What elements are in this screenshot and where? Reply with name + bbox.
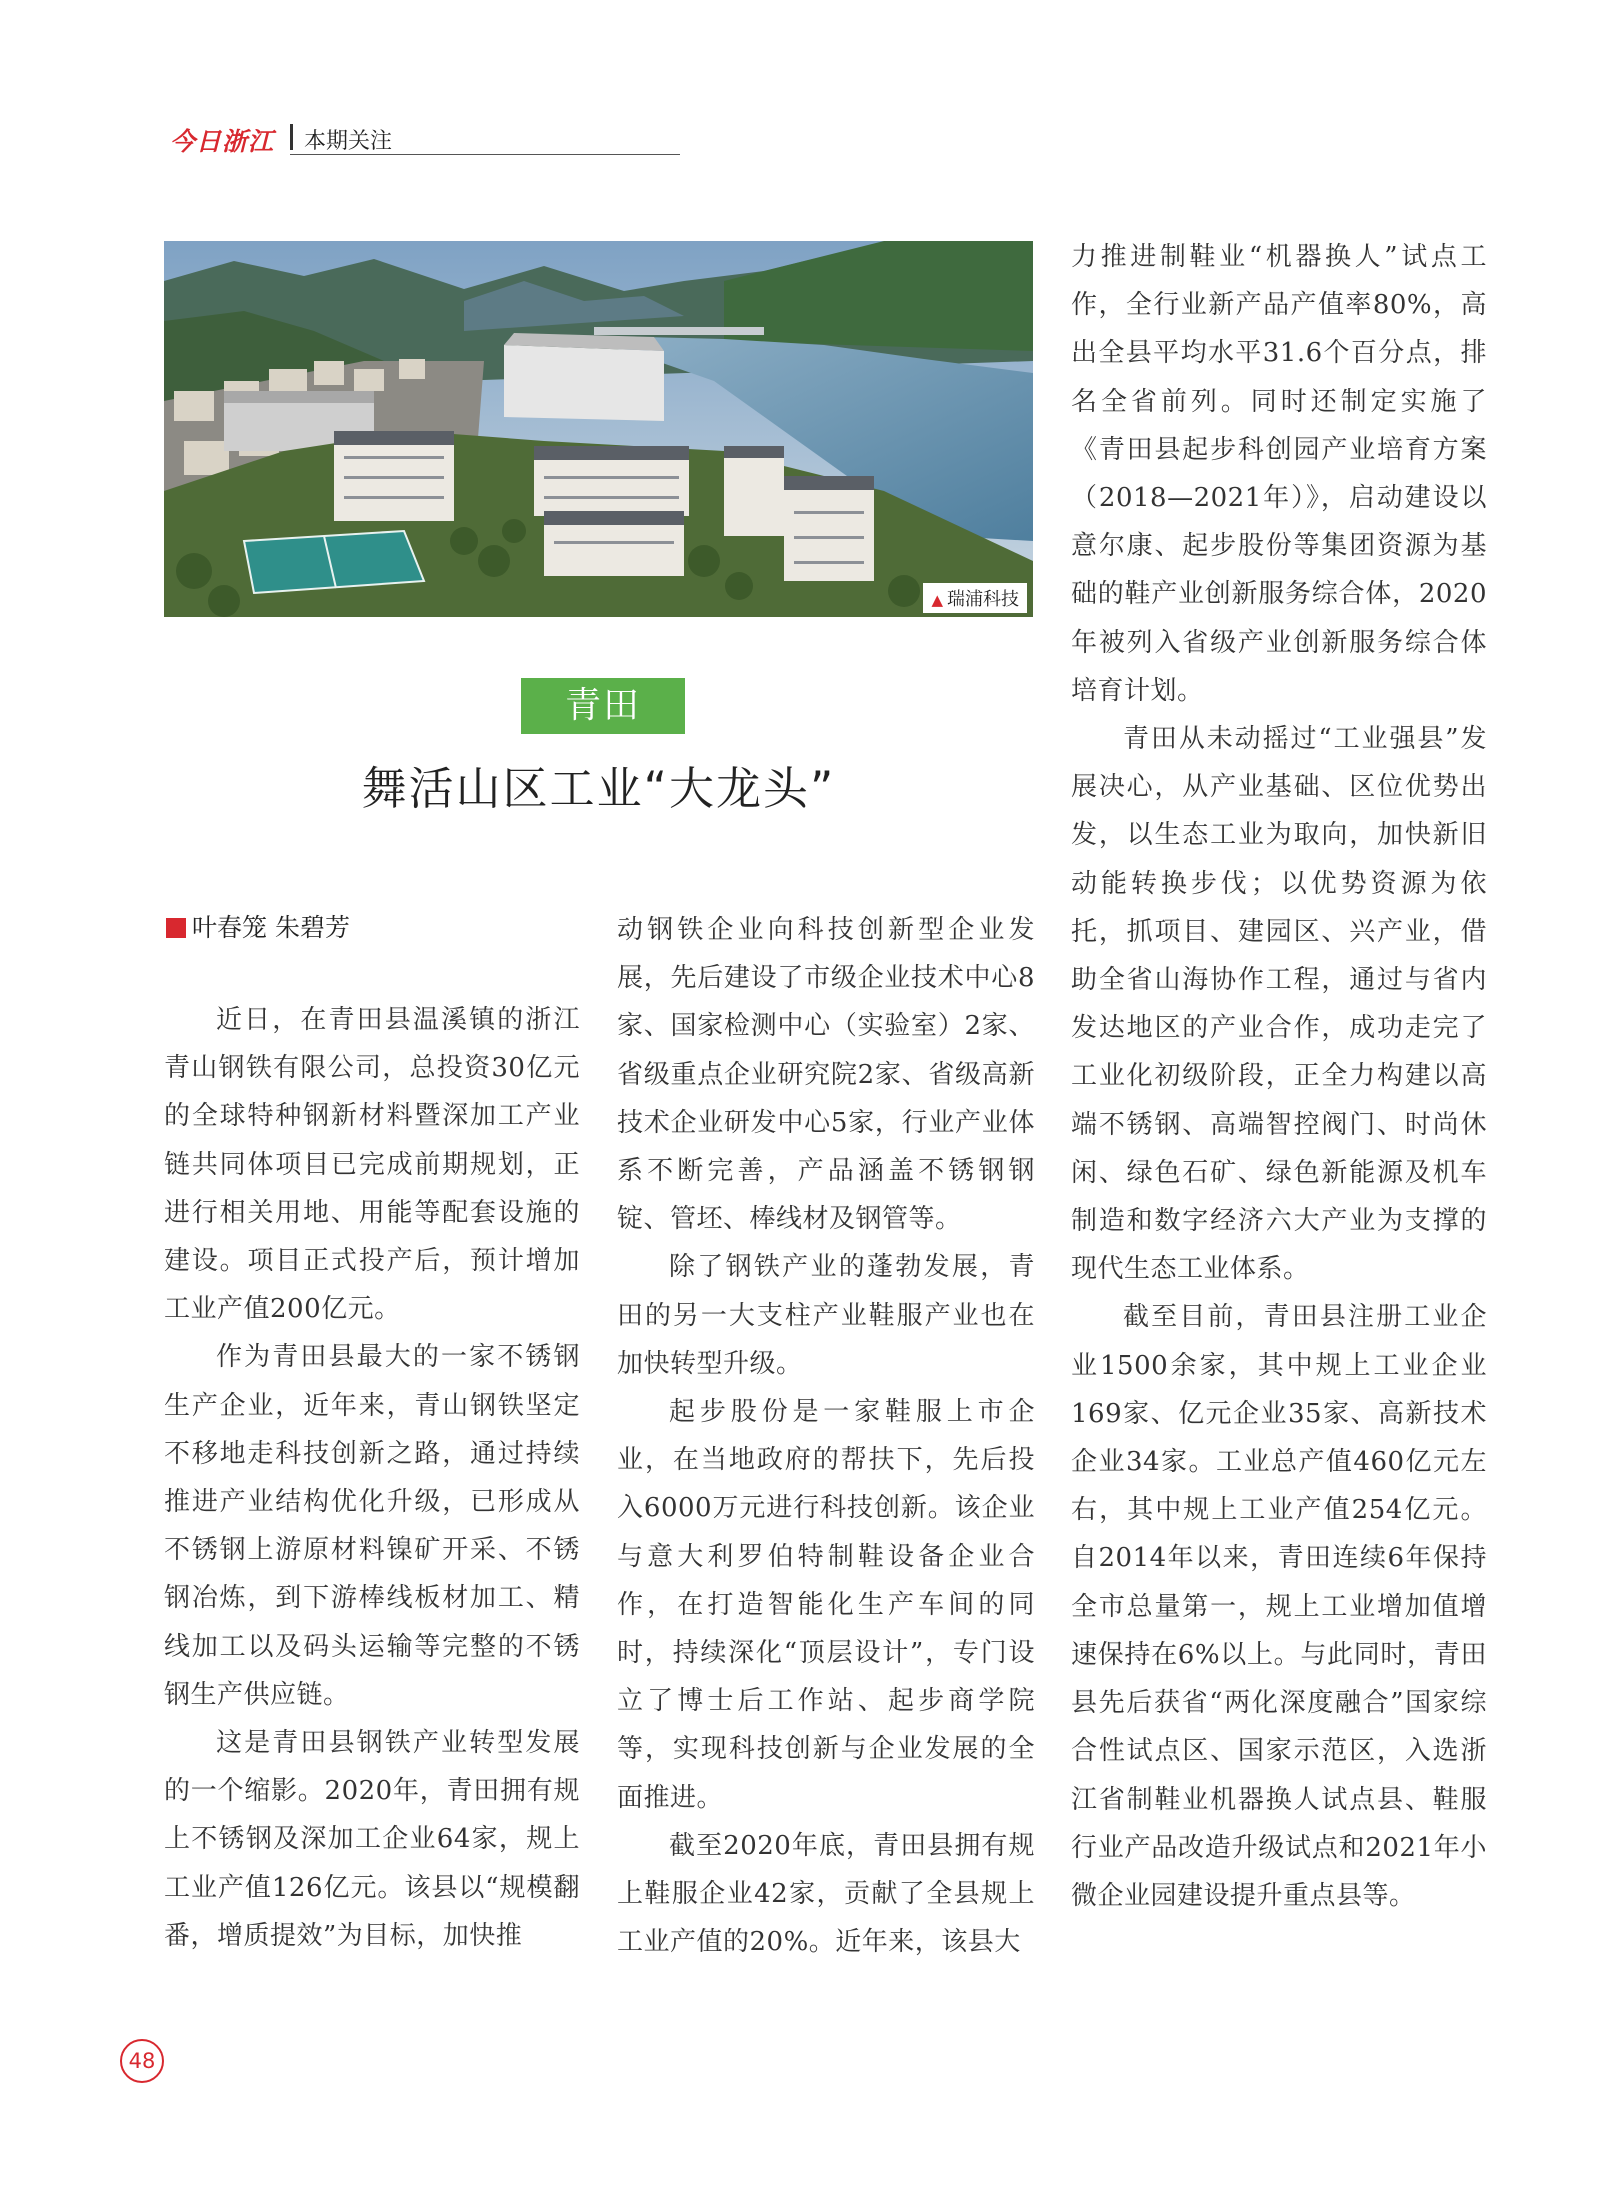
aerial-photo-illustration xyxy=(164,241,1033,617)
section-title: 本期关注 xyxy=(304,129,393,154)
paragraph: 近日，在青田县温溪镇的浙江青山钢铁有限公司，总投资30亿元的全球特种钢新材料暨深加工产业链共同体项目已完成前期规划，正进行相关用地、用能等配套设施的建设。项目正式投产后，预计增加工业产值200亿元。 xyxy=(164,1005,580,1325)
paragraph: 这是青田县钢铁产业转型发展的一个缩影。2020年，青田拥有规上不锈钢及深加工企业64家，规上工业产值126亿元。该县以“规模翻番，增质提效”为目标，加快推 xyxy=(164,1728,580,1951)
paragraph: 青田从未动摇过“工业强县”发展决心，从产业基础、区位优势出发，以生态工业为取向，加快新旧动能转换步伐；以优势资源为依托，抓项目、建园区、兴产业，借助全省山海协作工程，通过与省内发达地区的产业合作，成功走完了工业化初级阶段，正全力构建以高端不锈钢、高端智控阀门、时尚休闲、绿色石矿、绿色新能源及机车制造和数字经济六大产业为支撑的现代生态工业体系。 xyxy=(1071,724,1487,1285)
article-column-1 xyxy=(164,996,580,1960)
paragraph: 力推进制鞋业“机器换人”试点工作，全行业新产品产值率80%，高出全县平均水平31.6个百分点，排名全省前列。同时还制定实施了《青田县起步科创园产业培育方案（2018—2021年）》，启动建设以意尔康、起步股份等集团资源为基础的鞋产业创新服务综合体，2020年被列入省级产业创新服务综合体培育计划。 xyxy=(1071,242,1487,706)
byline xyxy=(166,908,350,944)
industrial-park-photo xyxy=(164,241,1033,617)
photo-credit xyxy=(923,583,1027,613)
magazine-logo: 今日浙江 xyxy=(170,127,275,156)
paragraph: 除了钢铁产业的蓬勃发展，青田的另一大支柱产业鞋服产业也在加快转型升级。 xyxy=(617,1252,1035,1379)
paragraph: 截至目前，青田县注册工业企业1500余家，其中规上工业企业169家、亿元企业35家、高新技术企业34家。工业总产值460亿元左右，其中规上工业产值254亿元。自2014年以来，青田连续6年保持全市总量第一，规上工业增加值增速保持在6%以上。与此同时，青田县先后获省“两化深度融合”国家综合性试点区、国家示范区，入选浙江省制鞋业机器换人试点县、鞋服行业产品改造升级试点和2021年小微企业园建设提升重点县等。 xyxy=(1071,1302,1487,1911)
paragraph: 起步股份是一家鞋服上市企业，在当地政府的帮扶下，先后投入6000万元进行科技创新。该企业与意大利罗伯特制鞋设备企业合作，在打造智能化生产车间的同时，持续深化“顶层设计”，专门设立了博士后工作站、起步商学院等，实现科技创新与企业发展的全面推进。 xyxy=(617,1397,1035,1813)
article-column-2 xyxy=(617,906,1035,1966)
region-tag: 青田 xyxy=(521,678,685,734)
photo-credit-text: 瑞浦科技 xyxy=(947,589,1019,610)
article-headline: 舞活山区工业“大龙头” xyxy=(361,762,836,815)
paragraph: 动钢铁企业向科技创新型企业发展，先后建设了市级企业技术中心8家、国家检测中心（实验室）2家、省级重点企业研究院2家、省级高新技术企业研发中心5家，行业产业体系不断完善，产品涵盖不锈钢钢锭、管坯、棒线材及钢管等。 xyxy=(617,915,1035,1235)
header-divider xyxy=(290,124,293,150)
author-names: 叶春笼 朱碧芳 xyxy=(192,913,350,942)
paragraph: 截至2020年底，青田县拥有规上鞋服企业42家，贡献了全县规上工业产值的20%。近年来，该县大 xyxy=(617,1830,1035,1958)
paragraph: 作为青田县最大的一家不锈钢生产企业，近年来，青山钢铁坚定不移地走科技创新之路，通过持续推进产业结构优化升级，已形成从不锈钢上游原材料镍矿开采、不锈钢冶炼，到下游棒线板材加工、精线加工以及码头运输等完整的不锈钢生产供应链。 xyxy=(164,1342,580,1710)
header-rule xyxy=(290,154,680,155)
page-number: 48 xyxy=(120,2039,164,2083)
running-header xyxy=(170,118,510,158)
red-square-icon xyxy=(166,918,186,938)
article-column-3 xyxy=(1071,233,1487,1920)
triangle-icon: ▲ xyxy=(931,591,943,609)
